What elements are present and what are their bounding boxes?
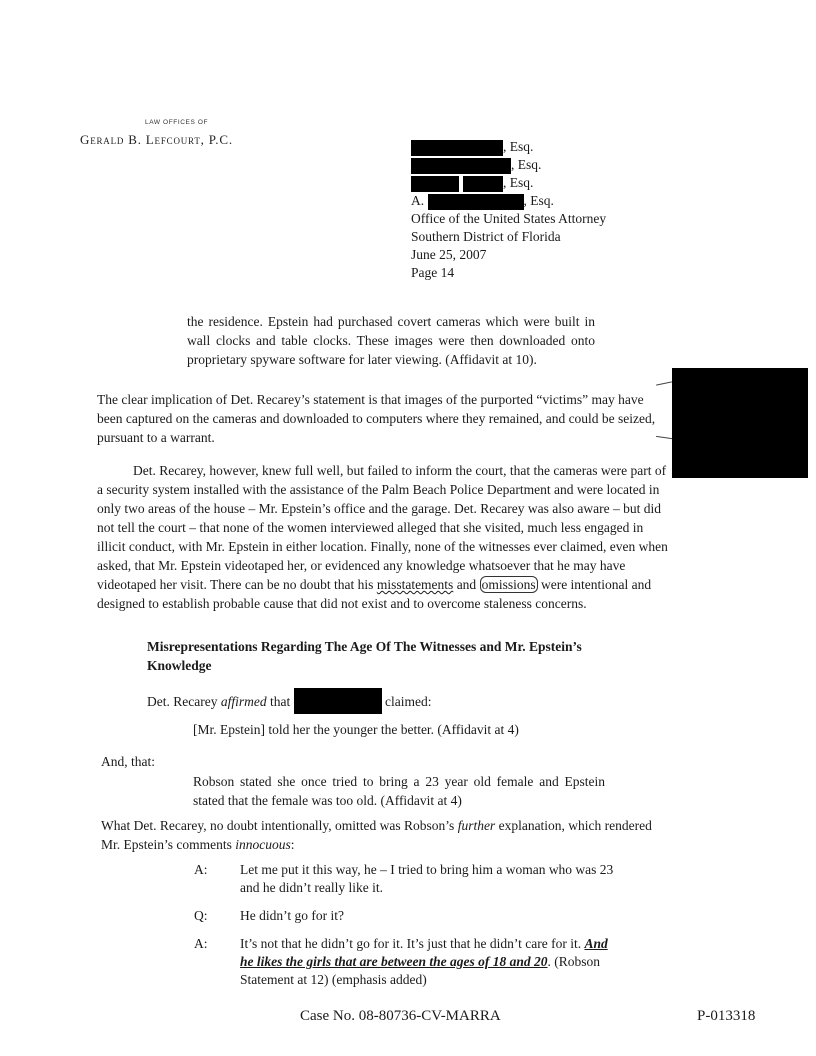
margin-tick-mark: [656, 381, 672, 385]
qa-item: [194, 907, 614, 925]
qa-label: A:: [194, 936, 208, 951]
law-offices-label: LAW OFFICES OF: [145, 119, 209, 126]
margin-redaction: [672, 368, 808, 478]
redaction: [463, 176, 503, 192]
redaction: [294, 688, 382, 714]
circled-omissions: omissions: [481, 577, 536, 592]
bates-number: P-013318: [697, 1008, 756, 1024]
redaction: [428, 194, 524, 210]
recipient-block: [411, 138, 711, 282]
quote-younger: [Mr. Epstein] told her the younger the better. (Affidavit at 4): [193, 722, 519, 737]
qa-label: Q:: [194, 908, 208, 923]
affirmed-line: Det. Recarey affirmed that claimed:: [147, 688, 597, 714]
block-quote-1: the residence. Epstein had purchased covert cameras which were built in wall clocks and table clocks. These images were then downloaded onto proprietary spyware software for later viewing. (Affidavit at 10).: [187, 314, 595, 367]
paragraph-implication: The clear implication of Det. Recarey’s statement is that images of the purported “victims” may have been captured on the cameras and downloaded to computers where they remained, and could be seized, pursuant to a warrant.: [97, 392, 656, 445]
quote-robson: Robson stated she once tried to bring a 23 year old female and Epstein stated that the female was too old. (Affidavit at 4): [193, 774, 605, 808]
recipient-line-4: A. , Esq.: [411, 193, 554, 208]
letter-date: June 25, 2007: [411, 247, 487, 262]
underlined-misstatements: misstatements: [376, 577, 454, 592]
recipient-district: Southern District of Florida: [411, 229, 561, 244]
recipient-office: Office of the United States Attorney: [411, 211, 607, 226]
recipient-line-2: , Esq.: [411, 156, 711, 174]
qa-item: [194, 861, 614, 897]
section-heading: Misrepresentations Regarding The Age Of The Witnesses and Mr. Epstein’s Knowledge: [147, 639, 582, 673]
redaction: [411, 158, 511, 174]
recipient-line-3: , Esq.: [411, 174, 711, 192]
qa-label: A:: [194, 862, 208, 877]
emphasis-text: And he likes the girls that are between the ages of 18 and 20: [240, 936, 608, 969]
and-that: And, that:: [101, 754, 155, 769]
redaction: [411, 176, 459, 192]
case-number: Case No. 08-80736-CV-MARRA: [300, 1008, 501, 1024]
qa-item: [194, 935, 614, 989]
qa-text: Let me put it this way, he – I tried to bring him a woman who was 23 and he didn’t really like it.: [240, 862, 614, 895]
redaction: [411, 140, 503, 156]
page-number: Page 14: [411, 265, 455, 280]
paragraph-recarey-knew: Det. Recarey, however, knew full well, but failed to inform the court, that the cameras were part of a security system installed with the assistance of the Palm Beach Police Department and were located in only two areas of the house – Mr. Epstein’s office and the garage. Det. Recarey was also aware – but did not tell the court – that none of the women interviewed alleged that she visited, much less engaged in illicit conduct, with Mr. Epstein in either location. Finally, none of the witnesses ever claimed, even when asked, that Mr. Epstein videotaped her, or evidenced any knowledge whatsoever that he may have videotaped her visit. There can be no doubt that his misstatements and omissions were intentional and designed to establish probable cause that did not exist and to overcome staleness concerns.: [97, 463, 668, 611]
paragraph-omitted: What Det. Recarey, no doubt intentionally, omitted was Robson’s further explanation, which rendered Mr. Epstein’s comments innocuous:: [101, 818, 652, 852]
qa-text: It’s not that he didn’t go for it. It’s just that he didn’t care for it. And he likes the girls that are between the ages of 18 and 20. (Robson Statement at 12) (emphasis added): [240, 936, 608, 987]
recipient-line-1: , Esq.: [411, 138, 711, 156]
firm-name: Gerald B. Lefcourt, P.C.: [80, 132, 233, 147]
qa-text: He didn’t go for it?: [240, 908, 344, 923]
qa-transcript: [194, 861, 614, 989]
